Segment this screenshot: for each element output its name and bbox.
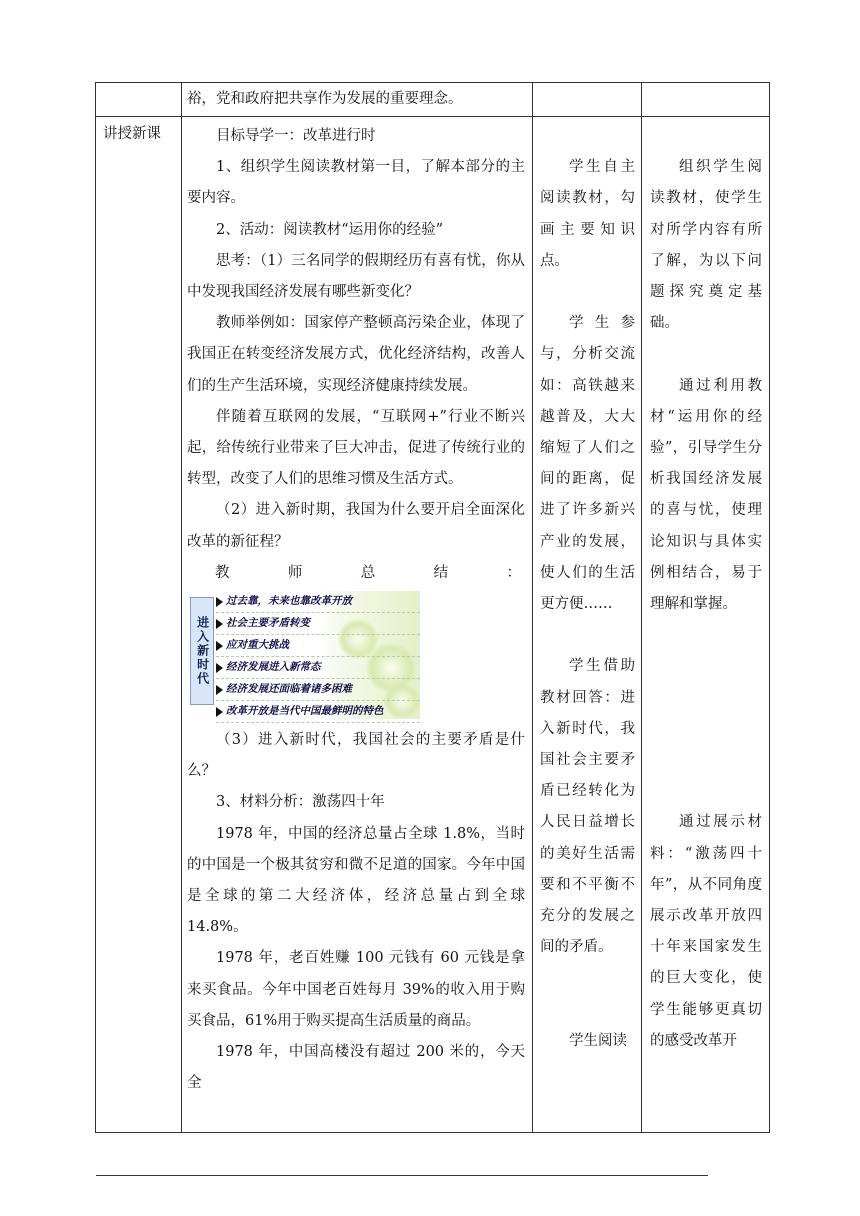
content-paragraph: 1、组织学生阅读教材第一目，了解本部分的主要内容。 — [187, 159, 525, 207]
teacher-summary: 教 师 总 结 ： — [215, 564, 521, 581]
student-activity-text: 学生自主阅读教材，勾画主要知识点。 — [540, 159, 635, 269]
diagram-item: 经济发展还面临着诸多困难 — [216, 679, 420, 701]
intent-cell — [642, 83, 770, 117]
content-paragraph: 3、材料分析：激荡四十年 — [216, 794, 385, 811]
lesson-plan-table — [95, 82, 770, 1133]
content-paragraph: （3）进入新时代，我国社会的主要矛盾是什么？ — [187, 732, 525, 780]
new-era-diagram — [188, 591, 420, 719]
content-paragraph: 教师举例如：国家停产整顿高污染企业，体现了我国正在转变经济发展方式，优化经济结构，改善人们的生产生活环境，实现经济健康持续发展。 — [187, 315, 525, 394]
goal-heading: 目标导学一：改革进行时 — [216, 128, 376, 144]
diagram-item: 社会主要矛盾转变 — [216, 613, 420, 635]
arrow-icon — [216, 597, 223, 607]
content-paragraph: 1978 年，中国高楼没有超过 200 米的，今天全 — [187, 1044, 525, 1092]
content-paragraph: 思考：（1）三名同学的假期经历有喜有忧，你从中发现我国经济发展有哪些新变化？ — [187, 252, 525, 301]
student-activity-text: 学生参与，分析交流如：高铁越来越普及，大大缩短了人们之间的距离，促进了许多新兴产业的发展，使人们的生活更方便…… — [540, 315, 635, 613]
student-cell — [533, 83, 642, 117]
arrow-icon — [216, 685, 223, 695]
arrow-icon — [216, 641, 223, 651]
student-cell — [533, 117, 642, 1133]
design-intent-text: 通过利用教材“运用你的经验”，引导学生分析我国经济发展的喜与忧，使理论知识与具体实例相结合，易于理解和掌握。 — [650, 377, 762, 613]
section-cell — [96, 83, 182, 117]
arrow-icon — [216, 707, 223, 717]
diagram-side-label: 进入新时代 — [190, 597, 214, 705]
arrow-icon — [216, 663, 223, 673]
content-paragraph: 2、活动：阅读教材“运用你的经验” — [216, 221, 444, 238]
diagram-item: 改革开放是当代中国最鲜明的特色 — [216, 701, 420, 723]
continued-text: 裕，党和政府把共享作为发展的重要理念。 — [187, 91, 463, 107]
diagram-list — [216, 591, 420, 723]
content-paragraph: 1978 年，老百姓赚 100 元钱有 60 元钱是拿来买食品。今年中国老百姓每月 39%的收入用于购买食品，61%用于购买提高生活质量的商品。 — [187, 950, 525, 1029]
design-intent-text: 组织学生阅读教材，使学生对所学内容有所了解，为以下问题探究奠定基础。 — [650, 159, 762, 332]
student-activity-text: 学生阅读 — [569, 1032, 627, 1049]
student-activity-text: 学生借助教材回答：进入新时代，我国社会主要矛盾已经转化为人民日益增长的美好生活需要和不平衡不充分的发展之间的矛盾。 — [540, 658, 635, 956]
arrow-icon — [216, 619, 223, 629]
table-row — [96, 117, 770, 1133]
section-label: 讲授新课 — [103, 126, 161, 142]
footer-divider — [96, 1175, 708, 1176]
content-paragraph: （2）进入新时期，我国为什么要开启全面深化改革的新征程？ — [187, 502, 525, 550]
content-cell — [182, 83, 533, 117]
diagram-item: 应对重大挑战 — [216, 635, 420, 657]
content-cell — [182, 117, 533, 1133]
intent-cell — [642, 117, 770, 1133]
diagram-item: 经济发展进入新常态 — [216, 657, 420, 679]
content-paragraph: 伴随着互联网的发展，“互联网+”行业不断兴起，给传统行业带来了巨大冲击，促进了传统行业的转型，改变了人们的思维习惯及生活方式。 — [187, 408, 525, 488]
table-row — [96, 83, 770, 117]
diagram-item: 过去靠，未来也靠改革开放 — [216, 591, 420, 613]
section-cell — [96, 117, 182, 1133]
content-paragraph: 1978 年，中国的经济总量占全球 1.8%，当时的中国是一个极其贫穷和微不足道的国家。今年中国是全球的第二大经济体，经济总量占到全球 14.8%。 — [187, 825, 525, 936]
design-intent-text: 通过展示材料：“激荡四十年”，从不同角度展示改革开放四十年来国家发生的巨大变化，使学生能够更真切的感受改革开 — [650, 814, 762, 1049]
